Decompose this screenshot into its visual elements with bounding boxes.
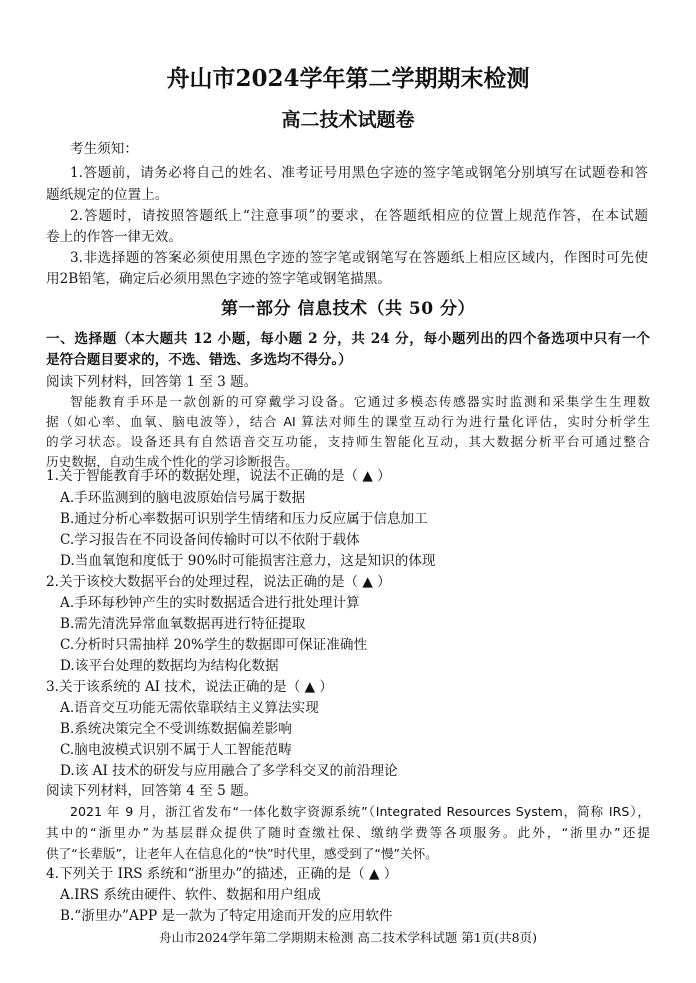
question-stem: 4.下列关于 IRS 系统和“浙里办”的描述，正确的是（ ▲ ） [46, 866, 398, 882]
question-option: B.系统决策完全不受训练数据偏差影响 [60, 721, 292, 737]
section-instruction: 一、选择题（本大题共 12 小题，每小题 2 分，共 24 分，每小题列出的四个备选项中只有一个 [46, 331, 650, 347]
question-option: D.当血氧饱和度低于 90%时可能损害注意力，这是知识的体现 [60, 553, 436, 569]
question-option: A.手环每秒钟产生的实时数据适合进行批处理计算 [60, 595, 360, 611]
question-option: B.“浙里办”APP 是一款为了特定用途而开发的应用软件 [60, 908, 393, 924]
notice-item: 3.非选择题的答案必须使用黑色字迹的签字笔或钢笔写在答题纸上相应区域内，作图时可先使 [70, 250, 648, 266]
section-instruction: 是符合题目要求的，不选、错选、多选均不得分。） [46, 352, 352, 368]
page-footer: 舟山市2024学年第二学期期末检测 高二技术学科试题 第1页(共8页) [159, 930, 537, 945]
question-option: A.语音交互功能无需依靠联结主义算法实现 [60, 700, 319, 716]
exam-title: 舟山市2024学年第二学期期末检测 [166, 65, 530, 92]
question-stem: 3.关于该系统的 AI 技术，说法正确的是（ ▲ ） [46, 679, 333, 695]
exam-subtitle: 高二技术试题卷 [281, 109, 415, 131]
material-intro: 阅读下列材料，回答第 1 至 3 题。 [46, 374, 258, 390]
material-paragraph: 供了“长辈版”，让老年人在信息化的“快”时代里，感受到了“慢”关怀。 [46, 846, 438, 861]
question-option: C.脑电波模式识别不属于人工智能范畴 [60, 742, 292, 758]
question-option: D.该 AI 技术的研发与应用融合了多学科交叉的前沿理论 [60, 763, 398, 779]
material-paragraph: 智能教育手环是一款创新的可穿戴学习设备。它通过多模态传感器实时监测和采集学生生理数 [70, 394, 650, 409]
material-paragraph: 历史数据，自动生成个性化的学习诊断报告。 [46, 454, 298, 469]
notice-heading: 考生须知： [70, 141, 138, 157]
question-option: B.通过分析心率数据可识别学生情绪和压力反应属于信息加工 [60, 511, 428, 527]
material-paragraph: 2021 年 9 月，浙江省发布“一体化数字资源系统”（Integrated Resources System，简称 IRS）， [70, 804, 650, 819]
notice-item: 卷上的作答一律无效。 [46, 229, 182, 245]
question-stem: 1.关于智能教育手环的数据处理，说法不正确的是（ ▲ ） [46, 468, 391, 484]
question-stem: 2.关于该校大数据平台的处理过程，说法正确的是（ ▲ ） [46, 574, 391, 590]
question-option: A.手环监测到的脑电波原始信号属于数据 [60, 490, 306, 506]
notice-item: 2.答题时，请按照答题纸上“注意事项”的要求，在答题纸相应的位置上规范作答，在本试题 [70, 208, 648, 224]
question-option: A.IRS 系统由硬件、软件、数据和用户组成 [60, 887, 321, 903]
question-option: D.该平台处理的数据均为结构化数据 [60, 658, 279, 674]
section-title: 第一部分 信息技术（共 50 分） [221, 299, 475, 319]
material-intro: 阅读下列材料，回答第 4 至 5 题。 [46, 783, 258, 799]
material-paragraph: 其中的“浙里办”为基层群众提供了随时查缴社保、缴纳学费等各项服务。此外，“浙里办”还提 [46, 825, 650, 840]
material-paragraph: 的学习状态。设备还具有自然语音交互功能，支持师生智能化互动，其大数据分析平台可通过整合 [46, 434, 650, 449]
question-option: B.需先清洗异常血氧数据再进行特征提取 [60, 616, 306, 632]
material-paragraph: 据（如心率、血氧、脑电波等），结合 AI 算法对师生的课堂互动行为进行量化评估，实时分析学生 [46, 414, 650, 429]
notice-item: 1.答题前，请务必将自己的姓名、准考证号用黑色字迹的签字笔或钢笔分别填写在试题卷和答 [70, 165, 648, 181]
notice-item: 题纸规定的位置上。 [46, 187, 169, 203]
question-option: C.学习报告在不同设备间传输时可以不依附于载体 [60, 532, 360, 548]
question-option: C.分析时只需抽样 20%学生的数据即可保证准确性 [60, 637, 368, 653]
notice-item: 用2B铅笔，确定后必须用黑色字迹的签字笔或钢笔描黑。 [46, 271, 391, 287]
